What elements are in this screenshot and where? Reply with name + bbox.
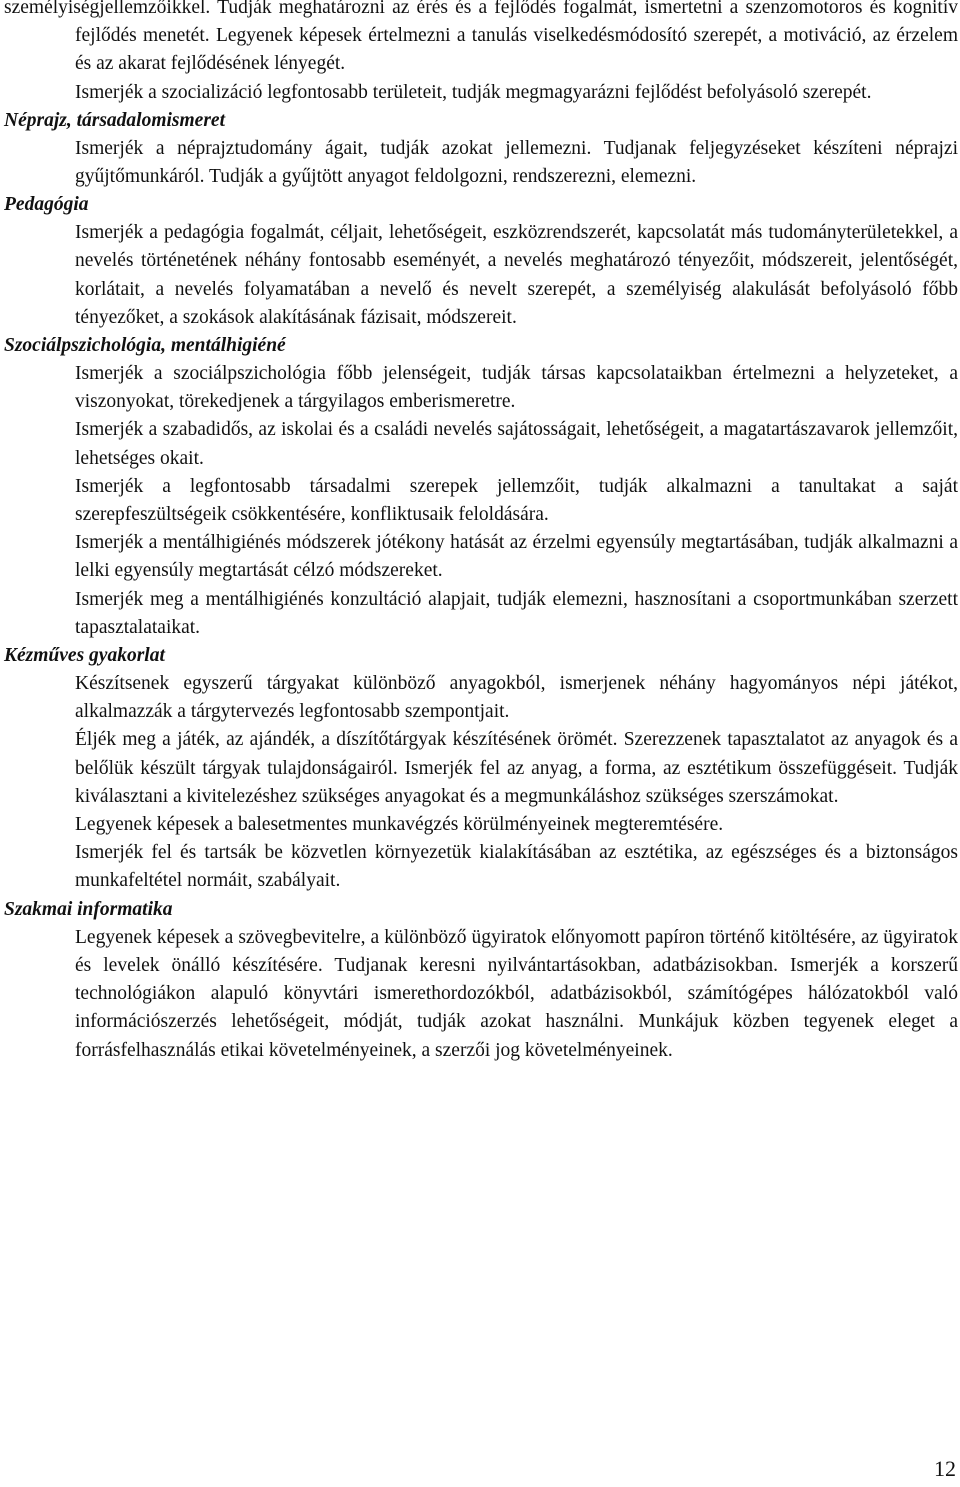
intro-paragraph: személyiségjellemzőikkel. Tudják meghatározni az érés és a fejlődés fogalmát, ismertetni a szenzomotoros és kognitív fejlődés menetét. Legyenek képesek értelmezni a tanulás viselkedésmódosító szerepét, a motiváció, az érzelem és az akarat fejlődésének lényegét.	[4, 0, 958, 75]
section-heading-kezmuves: Kézműves gyakorlat	[4, 645, 165, 667]
section-paragraph: Legyenek képesek a balesetmentes munkavégzés körülményeinek megteremtésére.	[75, 814, 724, 836]
section-heading-pedagogia: Pedagógia	[4, 194, 89, 216]
section-paragraph: Éljék meg a játék, az ajándék, a díszítőtárgyak készítésének örömét. Szerezzenek tapasztalatot az anyagok és a belőlük készült tárgyak tulajdonságairól. Ismerjék fel az anyag, a forma, az esztétikum összefüggéseit. Tudják kiválasztani a kivitelezéshez szükséges anyagokat és a megmunkáláshoz szükséges szerszámokat.	[75, 729, 958, 807]
section-paragraph: Ismerjék a szociálpszichológia főbb jelenségeit, tudják társas kapcsolataikban értelmezni a helyzeteket, a viszonyokat, törekedjenek a tárgyilagos emberismeretre.	[75, 363, 958, 413]
section-paragraph: Legyenek képesek a szövegbevitelre, a különböző ügyiratok előnyomott papíron történő kitöltésére, az ügyiratok és levelek önálló készítésére. Tudjanak keresni nyilvántartásokban, adatbázisokban. Ismerjék a korszerű technológiákon alapuló könyvtári ismerethordozókból, adatbázisokból, számítógépes hálózatokból való információszerzés lehetőségeit, módját, tudják azokat használni. Munkájuk közben tegyenek eleget a forrásfelhasználás etikai követelményeinek, a szerzői jog követelményeinek.	[75, 926, 958, 1061]
section-paragraph: Ismerjék fel és tartsák be közvetlen környezetük kialakításában az esztétika, az egészséges és a biztonságos munkafeltétel normáit, szabályait.	[75, 842, 958, 892]
document-body	[4, 0, 958, 1065]
section-paragraph: Ismerjék a néprajztudomány ágait, tudják azokat jellemezni. Tudjanak feljegyzéseket készíteni néprajzi gyűjtőmunkáról. Tudják a gyűjtött anyagot feldolgozni, rendszerezni, elemezni.	[75, 137, 958, 188]
section-paragraph: Ismerjék a legfontosabb társadalmi szerepek jellemzőit, tudják alkalmazni a tanultakat a saját szerepfeszültségeik csökkentésére, konfliktusaik feloldására.	[75, 475, 958, 526]
section-paragraph: Ismerjék a mentálhigiénés módszerek jótékony hatását az érzelmi egyensúly megtartásában, tudják alkalmazni a lelki egyensúly megtartását célzó módszereket.	[75, 532, 958, 582]
section-heading-szocialpszichologia: Szociálpszichológia, mentálhigiéné	[4, 335, 286, 357]
intro-paragraph: Ismerjék a szocializáció legfontosabb területeit, tudják megmagyarázni fejlődést befolyásoló szerepét.	[75, 81, 872, 103]
section-paragraph: Ismerjék meg a mentálhigiénés konzultáció alapjait, tudják elemezni, hasznosítani a csoportmunkában szerzett tapasztalataikat.	[75, 588, 958, 638]
section-paragraph: Ismerjék a szabadidős, az iskolai és a családi nevelés sajátosságait, lehetőségeit, a magatartászavarok jellemzőit, lehetséges okait.	[75, 419, 958, 469]
page-number: 12	[934, 1456, 956, 1481]
section-paragraph: Ismerjék a pedagógia fogalmát, céljait, lehetőségeit, eszközrendszerét, kapcsolatát más tudományterületekkel, a nevelés történetének néhány fontosabb eseményét, a nevelés meghatározó tényezőit, módszereit, jelentőségét, korlátait, a nevelés folyamatában a nevelő és nevelt szerepét, a személyiség alakulását befolyásoló főbb tényezőket, a szokások alakításának fázisait, módszereit.	[75, 222, 958, 328]
section-heading-neprajz: Néprajz, társadalomismeret	[4, 109, 226, 131]
section-paragraph: Készítsenek egyszerű tárgyakat különböző anyagokból, ismerjenek néhány hagyományos népi játékot, alkalmazzák a tárgytervezés legfontosabb szempontjait.	[75, 673, 958, 723]
section-heading-informatika: Szakmai informatika	[4, 898, 173, 920]
